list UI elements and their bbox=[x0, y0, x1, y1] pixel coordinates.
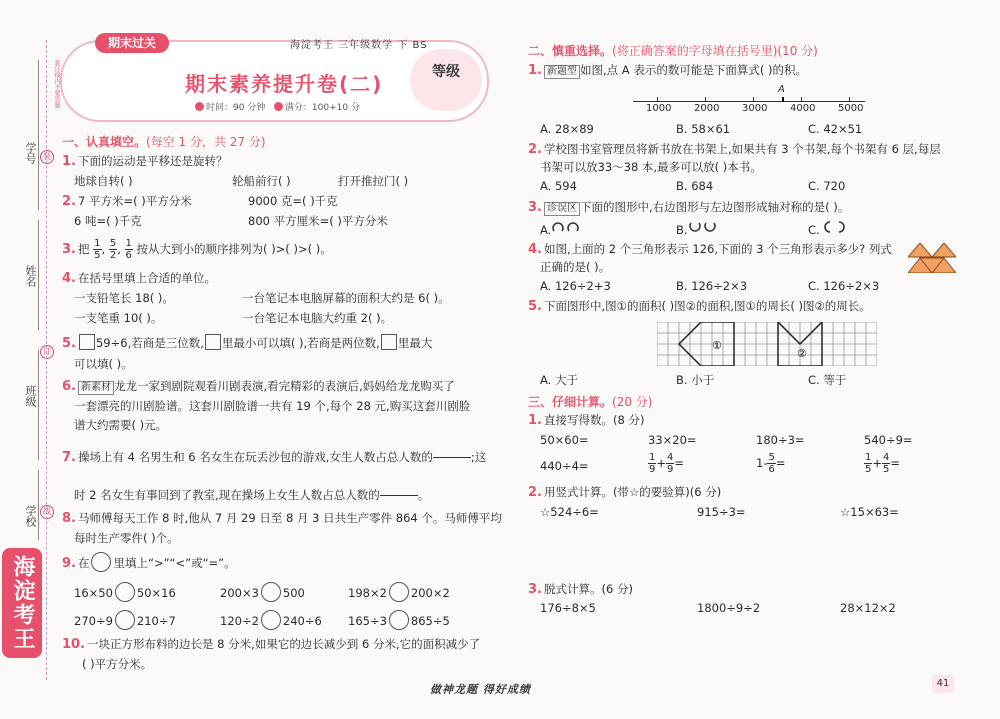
c1-option-c[interactable]: C. 42×51 bbox=[808, 122, 863, 136]
point-a-marker bbox=[782, 97, 784, 102]
c5-option-a[interactable]: A. 大于 bbox=[540, 373, 578, 387]
question-2: 2. 7 平方米=( )平方分米 bbox=[62, 194, 192, 209]
k3-item-3[interactable]: 28×12×2 bbox=[840, 601, 896, 615]
grid-figure bbox=[657, 322, 877, 366]
k3-item-1[interactable]: 176÷8×5 bbox=[540, 601, 596, 615]
question-10: 10. 一块正方形布料的边长是 8 分米,如果它的边长减少到 6 分米,它的面积减少了 bbox=[62, 637, 481, 652]
hook-pair-b-icon bbox=[688, 220, 718, 234]
q9-item-5[interactable]: 120÷2 240÷6 bbox=[220, 610, 322, 630]
choice-3: 3. 诊误区 下面的图形中,右边图形与左边图形成轴对称的是( )。 bbox=[528, 200, 850, 215]
k1-item-4[interactable]: 540÷9= bbox=[864, 433, 913, 447]
question-1: 1. 下面的运动是平移还是旋转？ bbox=[62, 154, 228, 169]
choice-2: 2. 学校图书室管理员将新书放在书架上,如果共有 3 个书架,每个书架有 6 层,每层 bbox=[528, 142, 941, 157]
school-label: 学校 bbox=[24, 505, 37, 527]
fraction-1: $\frac{1}{5}$ bbox=[94, 238, 101, 261]
q6-line-3[interactable]: 谱大约需要( )元。 bbox=[74, 418, 168, 432]
seal-2: 订 bbox=[40, 345, 54, 359]
q6-line-2: 一套漂亮的川剧脸谱。这套川剧脸谱一共有 19 个,每个 28 元,购买这套川剧脸 bbox=[74, 399, 471, 413]
k1-item-8[interactable]: $\frac{1}{5}$ + $\frac{4}{5}$ = bbox=[865, 452, 901, 475]
calc-1: 1. 直接写得数。(8 分) bbox=[528, 413, 645, 428]
q7-blank-fraction-2[interactable] bbox=[380, 484, 418, 507]
exam-meta bbox=[195, 100, 360, 113]
section-badge: 期末过关 bbox=[95, 33, 169, 53]
score-icon bbox=[274, 102, 283, 111]
c2-option-c[interactable]: C. 720 bbox=[808, 179, 846, 193]
page-number: 41 bbox=[932, 675, 954, 693]
q10-line-2[interactable]: ( )平方分米。 bbox=[82, 657, 153, 671]
q9-item-1[interactable]: 16×50 50×16 bbox=[74, 582, 176, 602]
c5-option-c[interactable]: C. 等于 bbox=[808, 373, 847, 387]
choice-1: 1. 新题型 如图,点 A 表示的数可能是下面算式( )的积。 bbox=[528, 63, 807, 78]
q4-item-3[interactable]: 一支笔重 10( )。 bbox=[74, 311, 163, 325]
k1-item-7[interactable]: 1- $\frac{5}{6}$ = bbox=[756, 452, 786, 475]
new-type-tag: 新题型 bbox=[544, 65, 580, 79]
fraction-2: $\frac{5}{2}$ bbox=[109, 238, 117, 261]
grade-box[interactable]: 等级 bbox=[410, 49, 482, 111]
question-8: 8. 马师傅每天工作 8 时,他从 7 月 29 日至 8 月 3 日共生产零件 864 个。马师傅平均 bbox=[62, 511, 502, 526]
k1-item-6[interactable]: $\frac{1}{9}$ + $\frac{4}{9}$ = bbox=[649, 452, 685, 475]
c4-option-b[interactable]: B. 126÷2×3 bbox=[676, 279, 748, 293]
clock-icon bbox=[195, 102, 204, 111]
c3-option-a[interactable]: A. bbox=[540, 220, 581, 238]
q4-item-1[interactable]: 一支铅笔长 18( )。 bbox=[74, 291, 174, 305]
q8-line-2[interactable]: 每时生产零件( )个。 bbox=[74, 531, 179, 545]
name-label: 姓名 bbox=[24, 265, 37, 287]
q2-item-4[interactable]: 800 平方厘米=( )平方分米 bbox=[248, 214, 388, 228]
hook-pair-a-icon bbox=[551, 220, 581, 234]
c4-line-2: 正确的是( )。 bbox=[540, 260, 611, 274]
seal-1: 装 bbox=[40, 150, 54, 164]
fraction-3: $\frac{1}{6}$ bbox=[125, 238, 132, 261]
series-info: 海淀考王 三年级数学 下 BS bbox=[290, 40, 428, 51]
c2-option-b[interactable]: B. 684 bbox=[676, 179, 714, 193]
school-line bbox=[38, 470, 39, 540]
student-id-line bbox=[38, 60, 39, 210]
triangles-figure bbox=[908, 243, 956, 273]
q9-item-2[interactable]: 200×3 500 bbox=[220, 582, 305, 602]
q2-item-2[interactable]: 9000 克=( )千克 bbox=[248, 194, 338, 208]
brand-logo: 海淀考王 bbox=[2, 548, 42, 658]
time-limit: 时间：90 分钟 bbox=[206, 103, 266, 113]
digit-box-1[interactable] bbox=[79, 334, 95, 350]
c2-option-a[interactable]: A. 594 bbox=[540, 179, 577, 193]
k1-item-5[interactable]: 440÷4= bbox=[540, 459, 589, 473]
c3-option-b[interactable]: B. bbox=[676, 220, 718, 238]
q5-line-2[interactable]: 可以填( )。 bbox=[74, 357, 133, 371]
figure-2-label: ② bbox=[797, 347, 807, 360]
question-3: 3. 把 $\frac{1}{5}$ , $\frac{5}{2}$ , $\frac{1}{6}$ 按从大到小的顺序排列为( )>( )>( )。 bbox=[62, 238, 332, 261]
digit-box-3[interactable] bbox=[381, 334, 397, 350]
k2-item-2[interactable]: 915÷3= bbox=[697, 505, 746, 519]
new-material-tag: 新素材 bbox=[78, 381, 114, 395]
k1-item-2[interactable]: 33×20= bbox=[648, 433, 697, 447]
q1-item-3[interactable]: 打开推拉门( ) bbox=[338, 174, 409, 188]
point-a-label: A bbox=[778, 84, 785, 95]
c2-line-2: 书架可以放33～38 本,最多可以放( )本书。 bbox=[540, 160, 762, 174]
tick-label-5000: 5000 bbox=[838, 103, 864, 114]
q2-item-3[interactable]: 6 吨=( )千克 bbox=[74, 214, 142, 228]
k3-item-2[interactable]: 1800÷9÷2 bbox=[697, 601, 761, 615]
question-5: 5. 59÷6,若商是三位数, 里最小可以填( ),若商是两位数, 里最大 bbox=[62, 336, 433, 351]
q9-item-6[interactable]: 165÷3 865÷5 bbox=[348, 610, 450, 630]
q7-blank-fraction-1[interactable] bbox=[433, 446, 471, 469]
q4-item-4[interactable]: 一台笔记本电脑大约重 2( )。 bbox=[242, 311, 393, 325]
q1-item-1[interactable]: 地球自转( ) bbox=[74, 174, 133, 188]
question-4: 4. 在括号里填上合适的单位。 bbox=[62, 271, 216, 286]
choice-4: 4. 如图,上面的 2 个三角形表示 126,下面的 3 个三角形表示多少? 列式 bbox=[528, 242, 892, 257]
c4-option-c[interactable]: C. 126÷2×3 bbox=[808, 279, 880, 293]
section-3-title: 三、仔细计算。(20 分) bbox=[528, 395, 653, 409]
section-1-title: 一、认真填空。(每空 1 分，共 27 分) bbox=[62, 135, 266, 149]
mistake-tag: 诊误区 bbox=[544, 202, 580, 216]
c1-option-b[interactable]: B. 58×61 bbox=[676, 122, 731, 136]
q1-item-2[interactable]: 轮船前行( ) bbox=[232, 174, 291, 188]
k1-item-1[interactable]: 50×60= bbox=[540, 433, 589, 447]
c4-option-a[interactable]: A. 126÷2+3 bbox=[540, 279, 611, 293]
q9-item-3[interactable]: 198×2 200×2 bbox=[348, 582, 450, 602]
choice-5: 5. 下面图形中,图①的面积( )图②的面积,图①的周长( )图②的周长。 bbox=[528, 299, 871, 314]
calc-2: 2. 用竖式计算。(带☆的要验算)(6 分) bbox=[528, 485, 722, 500]
calc-3: 3. 脱式计算。(6 分) bbox=[528, 582, 633, 597]
q4-item-2[interactable]: 一台笔记本电脑屏幕的面积大约是 6( )。 bbox=[242, 291, 450, 305]
c5-option-b[interactable]: B. 小于 bbox=[676, 373, 715, 387]
circle-icon bbox=[91, 552, 111, 572]
page-title: 期末素养提升卷(二) bbox=[185, 72, 384, 96]
binding-note: 装订线内不要答题 bbox=[53, 60, 60, 108]
q7-line-2: 时 2 名女生有事回到了教室,现在操场上女生人数占总人数的 。 bbox=[74, 484, 429, 507]
name-line bbox=[38, 220, 39, 330]
tick-label-1000: 1000 bbox=[646, 103, 672, 114]
k2-item-1[interactable]: ☆524÷6= bbox=[540, 505, 599, 519]
seal-3: 线 bbox=[40, 505, 54, 519]
question-7: 7. 操场上有 4 名男生和 6 名女生在玩丢沙包的游戏,女生人数占总人数的 ;这 bbox=[62, 446, 486, 469]
footer-slogan: 做神龙题 得好成绩 bbox=[430, 683, 531, 696]
student-id-label: 学号 bbox=[24, 142, 37, 164]
k2-item-3[interactable]: ☆15×63= bbox=[840, 505, 899, 519]
figure-1-label: ① bbox=[712, 339, 722, 352]
class-label: 班级 bbox=[24, 385, 37, 407]
c3-option-c[interactable]: C. bbox=[808, 220, 850, 238]
q9-item-4[interactable]: 270÷9 210÷7 bbox=[74, 610, 176, 630]
class-line bbox=[38, 350, 39, 460]
tick-label-2000: 2000 bbox=[694, 103, 720, 114]
binding-line bbox=[46, 40, 47, 680]
section-2-title: 二、慎重选择。(将正确答案的字母填在括号里)(10 分) bbox=[528, 44, 818, 58]
question-6: 6. 新素材 龙龙一家到剧院观看川剧表演,看完精彩的表演后,妈妈给龙龙购买了 bbox=[62, 379, 455, 394]
tick-label-4000: 4000 bbox=[790, 103, 816, 114]
question-9: 9. 在 里填上“>”“<”或“=”。 bbox=[62, 552, 236, 572]
c1-option-a[interactable]: A. 28×89 bbox=[540, 122, 594, 136]
k1-item-3[interactable]: 180÷3= bbox=[756, 433, 805, 447]
full-score: 满分：100+10 分 bbox=[284, 103, 360, 113]
tick-label-3000: 3000 bbox=[742, 103, 768, 114]
hook-pair-c-icon bbox=[820, 220, 850, 234]
digit-box-2[interactable] bbox=[205, 334, 221, 350]
